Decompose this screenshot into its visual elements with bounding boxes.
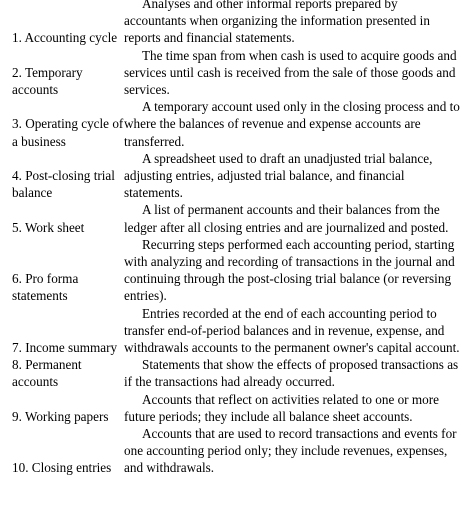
list-row — [0, 98, 462, 150]
list-row — [0, 150, 462, 202]
definition-3: A temporary account used only in the closing process and to where the balances of revenue and expense accounts are transferred. — [124, 99, 460, 149]
term-8: 8. Permanent accounts — [12, 357, 82, 390]
definition-2: The time span from when cash is used to acquire goods and services until cash is received from the sale of those goods and services. — [124, 47, 457, 98]
term-6: 6. Pro forma statements — [12, 271, 79, 304]
definition-1: Analyses and other informal reports prepared by accountants when organizing the information presented in reports and financial statements. — [124, 0, 430, 46]
definition-4: A spreadsheet used to draft an unadjusted trial balance, adjusting entries, adjusted trial balance, and financial statements. — [124, 150, 433, 201]
term-3: 3. Operating cycle of a business — [12, 116, 124, 149]
list-row — [0, 391, 462, 425]
term-7: 7. Income summary — [12, 340, 118, 356]
definition-10: Accounts that are used to record transactions and events for one accounting period only; they include revenues, expenses, and withdrawals. — [124, 426, 457, 476]
list-row — [0, 305, 462, 357]
term-2: 2. Temporary accounts — [12, 64, 83, 98]
term-9: 9. Working papers — [12, 408, 109, 424]
definition-6: Recurring steps performed each accounting period, starting with analyzing and recording of transactions in the journal and continuing through the post-closing trial balance (or reversing entries). — [124, 236, 455, 304]
definition-5: A list of permanent accounts and their balances from the ledger after all closing entries and are journalized and posted. — [124, 202, 449, 235]
definition-7: Entries recorded at the end of each accounting period to transfer end-of-period balances and in revenue, expense, and withdrawals accounts to the permanent owner's capital account. — [124, 305, 460, 356]
term-10: 10. Closing entries — [12, 460, 112, 476]
list-row — [0, 0, 462, 47]
list-row — [0, 425, 462, 477]
term-5: 5. Work sheet — [12, 219, 85, 235]
definition-8: Statements that show the effects of proposed transactions as if the transactions had already occurred. — [124, 357, 459, 390]
list-row — [0, 201, 462, 235]
term-4: 4. Post-closing trial balance — [12, 168, 115, 201]
list-row — [0, 356, 462, 390]
list-row — [0, 47, 462, 99]
term-1: 1. Accounting cycle — [12, 30, 118, 46]
definition-9: Accounts that reflect on activities related to one or more future periods; they include all balance sheet accounts. — [124, 391, 439, 424]
list-row — [0, 236, 462, 305]
